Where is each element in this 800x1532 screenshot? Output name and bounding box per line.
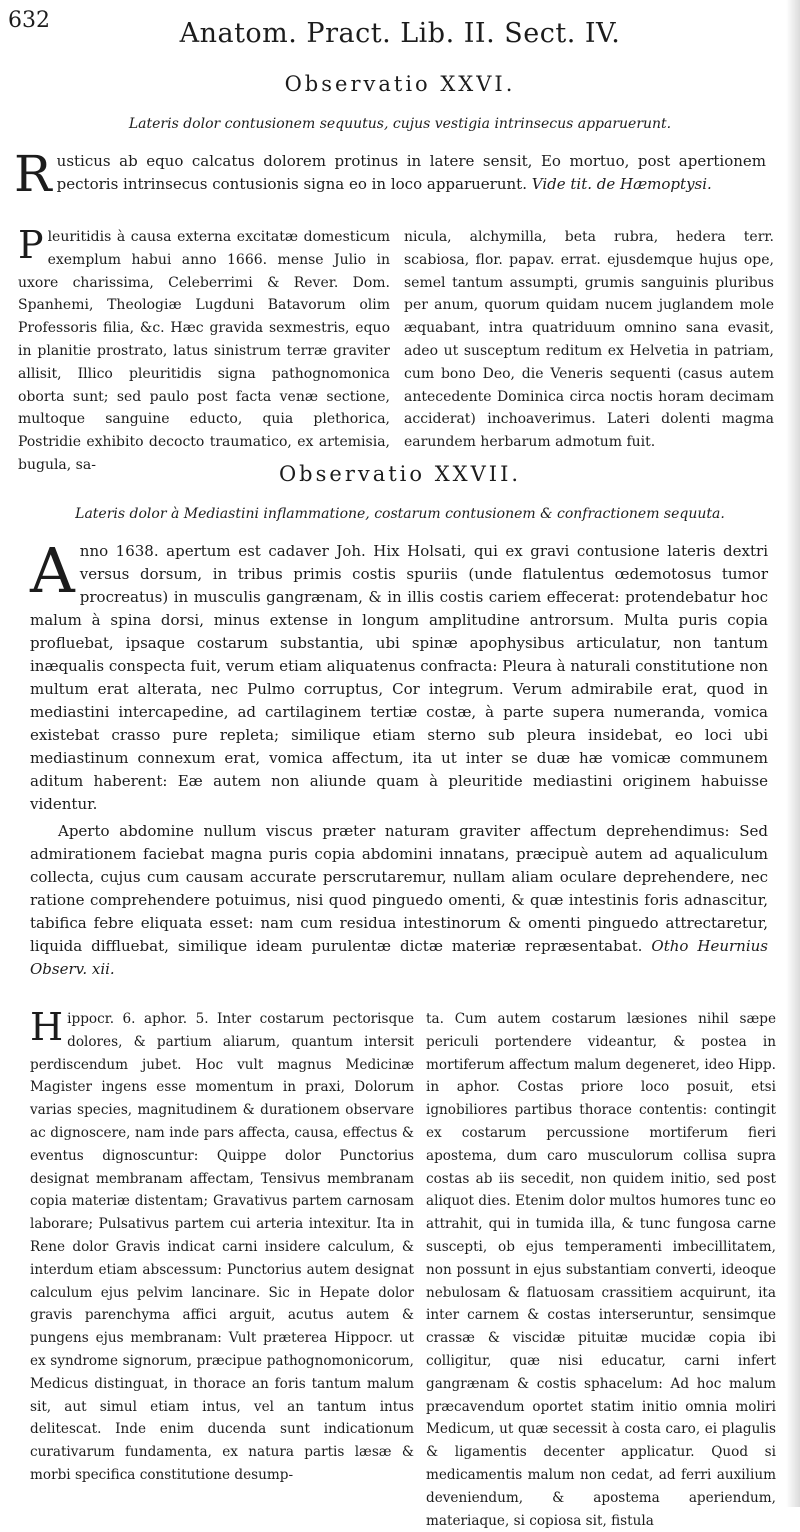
observation-27-title: Observatio XXVII. xyxy=(278,462,522,486)
facing-page-shadow xyxy=(786,0,800,1507)
observation-27-paragraph-1 xyxy=(30,534,768,816)
observation-26-subtitle: Lateris dolor contusionem sequutus, cujus vestigia intrinsecus apparuerunt. xyxy=(128,116,672,132)
commentary-right-column: ta. Cum autem costarum læsiones nihil sæpe periculi portendere videantur, & postea in mortiferum affectum malum degeneret, ideo Hipp. in aphor. Costas priore loco posuit, etsi ignobiliores partibus thorace contentis: contingit ex costarum percussione mortiferum fieri apostema, dum caro musculorum collisa supra costas ab iis secedit, non quidem initio, sed post aliquot dies. Etenim dolor multos humores tunc eo attrahit, qui in tumida illa, & tunc fungosa carne suscepti, ob ejus temperamenti imbecillitatem, non possunt in ejus substantiam converti, ideoque nebulosam & flatuosam crassitiem acquirunt, ita inter carnem & costas interseruntur, sensimque crassæ & viscidæ pituitæ mucidæ copia ibi colligitur, quæ nisi educatur, carni infert gangrænam & costis sphacelum: Ad hoc malum præcavendum oportet statim initio omnia moliri Medicum, ut quæ secessit à costa caro, ei plagulis & ligamentis decenter applicatur. Quod si medicamentis malum non cedat, ad ferri auxilium deveniendum, & apostema aperiendum, materiaque, si copiosa sit, fistula xyxy=(426,1011,776,1529)
drop-initial: P xyxy=(18,223,44,267)
observation-26-intro xyxy=(14,145,766,203)
observation-26-intro-text: usticus ab equo calcatus dolorem protinus in latere sensit, Eo mortuo, post apertionem pectoris intrinsecus contusionis signa eo in loco apparuerunt. xyxy=(56,152,766,193)
observation-27-paragraph-1-text: nno 1638. apertum est cadaver Joh. Hix Holsati, qui ex gravi contusione lateris dextri versus dorsum, in tribus primis costis spuriis (unde flatulentus œdemotosus tumor procreatus) in musculis gangrænam, & in illis costis cariem effecerat: protendebatur hoc malum à spina dorsi, minus extense in longum amplitudine antrorsum. Multa puris copia profluebat, ipsaque costarum substantia, ubi spinæ apophysibus articulatur, non tantum inæqualis conspecta fuit, verum etiam aliquatenus confracta: Pleura à naturali constitutione non multum erat alterata, nec Pulmo corruptus, Cor integrum. Verum admirabile erat, quod in mediastini intercapedine, ad cartilaginem tertiæ costæ, à parte supera numeranda, vomica existebat crasso pure repleta; similique etiam sterno sub pleura insidebat, eo loci ubi mediastinum connexum erat, vomica affectum, ita ut inter se duæ hæ vomicæ communem aditum haberent: Eæ autem non aliunde quam à pleuritide mediastini originem habuisse videntur. xyxy=(30,542,768,813)
running-head: Anatom. Pract. Lib. II. Sect. IV. xyxy=(179,18,621,49)
drop-initial: A xyxy=(30,534,75,607)
observation-26-title: Observatio XXVI. xyxy=(284,72,516,96)
commentary-left-column xyxy=(30,1005,414,1487)
page-number: 632 xyxy=(8,8,50,33)
drop-initial: H xyxy=(30,1005,64,1049)
drop-initial: R xyxy=(14,145,52,203)
observation-27-citation: Otho Heurnius Observ. xii. xyxy=(30,937,768,978)
observation-27-subtitle: Lateris dolor à Mediastini inflammatione, costarum contusionem & confractionem sequuta. xyxy=(75,506,725,522)
commentary-left-text: ippocr. 6. aphor. 5. Inter costarum pectorisque dolores, & partium aliarum, quantum intersit perdiscendum jubet. Hoc vult magnus Medicinæ Magister ingens esse momentum in praxi, Dolorum varias species, magnitudinem & durationem observare ac dignoscere, nam inde pars affecta, causa, effectus & eventus dignoscuntur: Quippe dolor Punctorius designat membranam affectam, Tensivus membranam copia materiæ distentam; Gravativus partem carnosam laborare; Pulsativus partem cui arteria intexitur. Ita in Rene dolor Gravis indicat carni insidere calculum, & interdum etiam abscessum: Punctorius autem designat calculum ejus pelvim lancinare. Sic in Hepate dolor gravis parenchyma affici arguit, acutus autem & pungens ejus membranam: Vult præterea Hippocr. ut ex syndrome signorum, præcipue pathognomonicorum, Medicus distinguat, in thorace an foris tantum malum sit, aut simul etiam intus, vel an tantum intus delitescat. Inde enim ducenda sunt indicationum curativarum fundamenta, ex natura partis læsæ & morbi specifica constitutione desump- xyxy=(30,1011,414,1483)
observation-26-left-text: leuritidis à causa externa excitatæ domesticum exemplum habui anno 1666. mense Julio in uxore charissima, Celeberrimi & Rever. Dom. Spanhemi, Theologiæ Lugduni Batavorum olim Professoris filia, &c. Hæc gravida sexmestris, equo in planitie prostrato, latus sinistrum terræ graviter allisit, Illico pleuritidis signa pathognomonica oborta sunt; sed paulo post facta venæ sectione, multoque sanguine educto, quia plethorica, Postridie exhibito decocto traumatico, ex artemisia, bugula, sa- xyxy=(18,229,390,473)
observation-26-cross-reference: Vide tit. de Hæmoptysi. xyxy=(531,175,712,193)
observation-27-paragraph-2 xyxy=(30,820,768,981)
observation-26-right-column: nicula, alchymilla, beta rubra, hedera terr. scabiosa, flor. papav. errat. ejusdemque hujus ope, semel tantum assumpti, grumis sanguinis pluribus per anum, quorum quidam nucem juglandem mole æquabant, intra quatriduum omnino sana evasit, adeo ut susceptum reditum ex Helvetia in patriam, cum bono Deo, die Veneris sequenti (casus autem antecedente Dominica circa noctis horam decimam acciderat) inchoaverimus. Lateri dolenti magma earundem herbarum admotum fuit. xyxy=(404,229,774,451)
observation-27-paragraph-2-text: Aperto abdomine nullum viscus præter naturam graviter affectum deprehendimus: Sed admirationem faciebat magna puris copia abdomini innatans, præcipuè autem ad aqualiculum collecta, cujus cum causam accurate perscrutaremur, nullam aliam oculare deprehendere, nec ratione comprehendere potuimus, nisi quod pinguedo omenti, & quæ intestinis foris adnascitur, tabifica febre eliquata esset: nam cum residua intestinorum & omenti pinguedo attrectaretur, liquida diffluebat, similique ideam purulentæ dictæ materiæ repræsentabat. xyxy=(30,822,768,955)
observation-26-left-column xyxy=(18,223,390,477)
